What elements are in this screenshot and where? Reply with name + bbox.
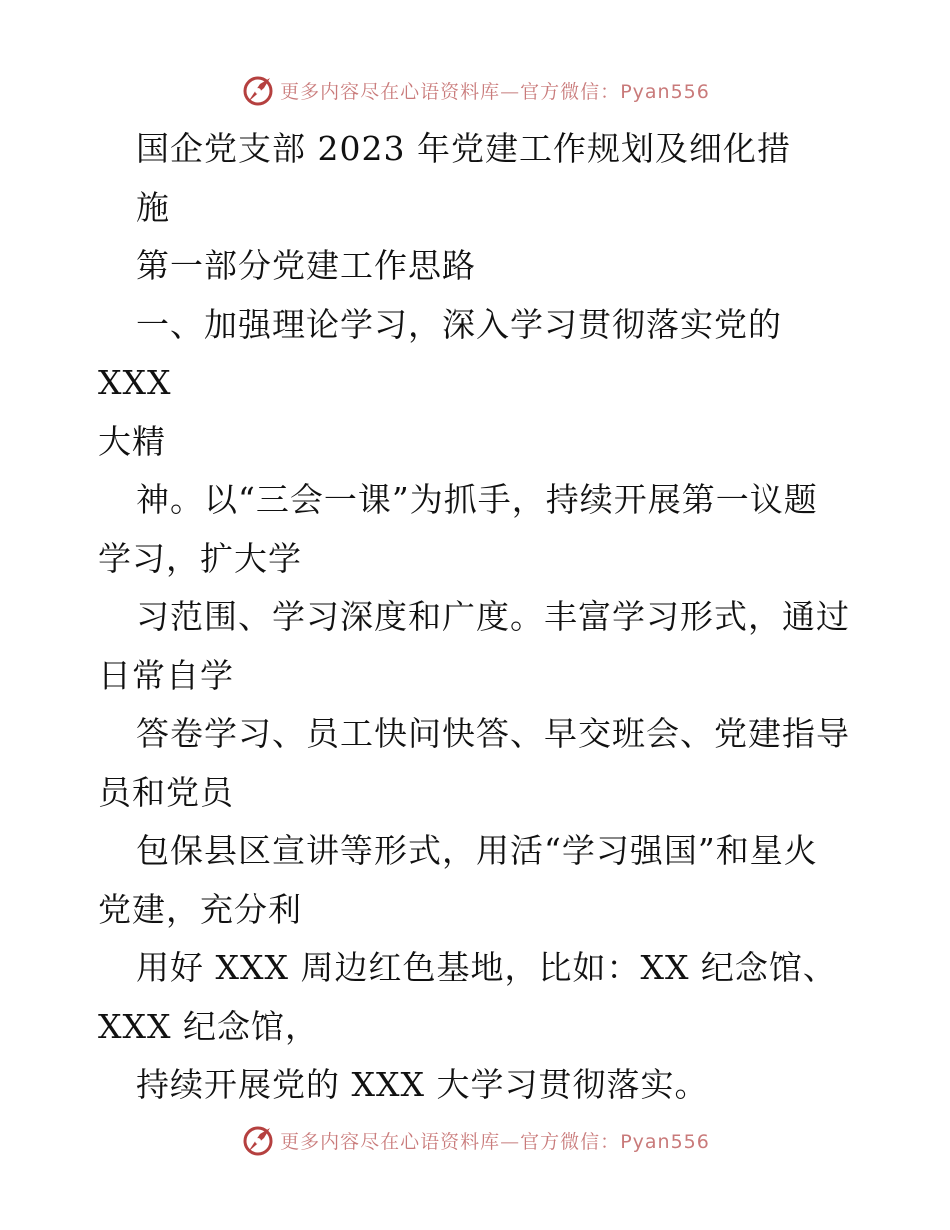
logo-icon bbox=[240, 1122, 276, 1158]
header-watermark bbox=[0, 70, 950, 110]
document-title-line-1: 国企党支部 2023 年党建工作规划及细化措 bbox=[136, 129, 791, 168]
text-line: XXX 纪念馆， bbox=[98, 1006, 319, 1046]
footer-watermark bbox=[0, 1120, 950, 1160]
text-line: 大精 bbox=[98, 421, 166, 461]
text-line: 员和党员 bbox=[98, 772, 234, 812]
banner-text: 更多内容尽在心语资料库—官方微信：Pyan556 bbox=[280, 80, 710, 103]
document-title-line-2: 施 bbox=[136, 187, 170, 227]
text-line: 持续开展党的 XXX 大学习贯彻落实。 bbox=[136, 1065, 709, 1104]
text-line: 包保县区宣讲等形式，用活“学习强国”和星火 bbox=[136, 831, 818, 870]
text-line: 用好 XXX 周边红色基地，比如：XX 纪念馆、 bbox=[136, 948, 837, 987]
document-body bbox=[98, 120, 858, 1115]
text-line: 日常自学 bbox=[98, 655, 234, 695]
logo-icon bbox=[240, 72, 276, 108]
text-line: 习范围、学习深度和广度。丰富学习形式，通过 bbox=[136, 597, 850, 636]
text-line: 学习，扩大学 bbox=[98, 538, 302, 578]
text-line: 神。以“三会一课”为抓手，持续开展第一议题 bbox=[136, 480, 818, 519]
banner-text: 更多内容尽在心语资料库—官方微信：Pyan556 bbox=[280, 1130, 710, 1153]
text-line: 一、加强理论学习，深入学习贯彻落实党的 XXX bbox=[98, 304, 794, 402]
section-heading: 第一部分党建工作思路 bbox=[136, 246, 476, 285]
text-line: 答卷学习、员工快问快答、早交班会、党建指导 bbox=[136, 714, 850, 753]
text-line: 党建，充分利 bbox=[98, 889, 302, 929]
